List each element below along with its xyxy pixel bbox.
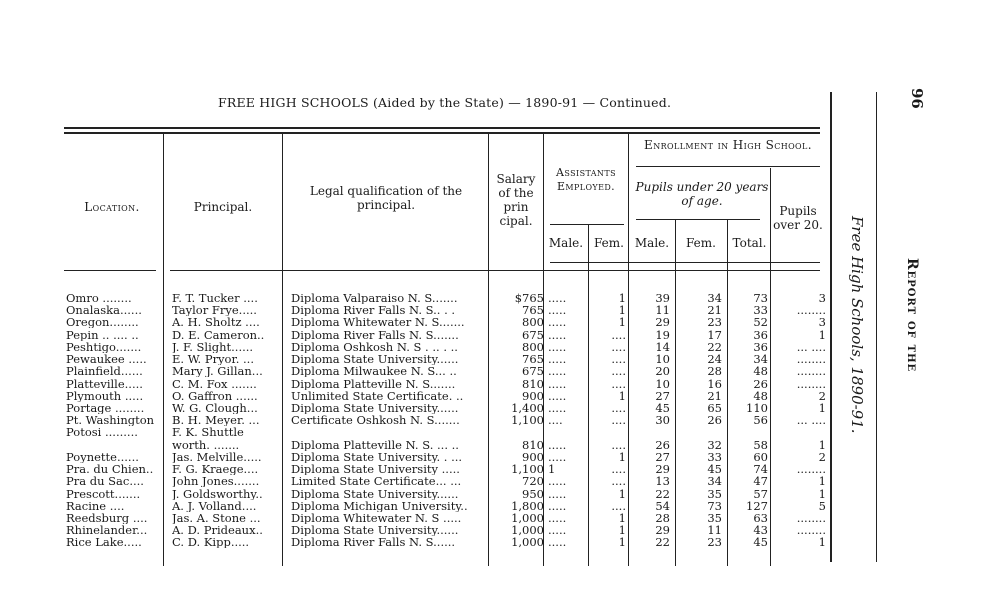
enrollment-header: Enrollment in High School.	[644, 138, 812, 152]
cell-salary: 765	[522, 304, 544, 317]
cell-a-fem: ....	[611, 438, 626, 451]
cell-e-male: 22	[655, 536, 670, 549]
cell-a-fem: ....	[611, 365, 626, 378]
cell-e-male: 14	[655, 340, 670, 353]
cell-over20: ........	[796, 512, 826, 524]
cell-qualification: Diploma State University. . ...	[291, 450, 463, 463]
cell-e-fem: 33	[707, 450, 722, 463]
side-section-title: Free High Schools, 1890-91.	[848, 216, 866, 434]
cell-location: Portage ........	[66, 402, 145, 414]
cell-e-total: 60	[753, 450, 768, 463]
cell-over20: 1	[818, 487, 826, 500]
cell-e-total: 57	[753, 487, 768, 500]
cell-principal: E. W. Pryor. ...	[172, 353, 254, 366]
cell-a-male: .....	[548, 389, 567, 402]
cell-principal: B. H. Meyer. ...	[172, 414, 260, 427]
cell-principal: O. Gaffron ......	[172, 389, 258, 402]
cell-e-total: 34	[753, 353, 768, 366]
cell-over20: 1	[818, 475, 826, 488]
cell-over20: 1	[818, 438, 826, 451]
cell-salary: 810	[522, 377, 544, 390]
cell-salary: 900	[522, 389, 544, 402]
cell-location: Reedsburg ....	[66, 512, 148, 524]
assist-male-header: Male.	[548, 236, 584, 250]
cell-e-total: 26	[753, 377, 768, 390]
cell-e-male: 45	[655, 402, 670, 414]
cell-over20: ... ....	[796, 414, 826, 427]
cell-principal: F. T. Tucker ....	[172, 292, 258, 304]
cell-qualification: Diploma Whitewater N. S.......	[291, 316, 465, 329]
cell-salary: 800	[522, 340, 544, 353]
cell-salary: 1,400	[511, 402, 544, 414]
far-right-rule	[876, 92, 877, 562]
cell-qualification: Diploma State University......	[291, 353, 459, 366]
cell-e-male: 13	[655, 475, 670, 488]
cell-salary: 765	[522, 353, 544, 366]
principal-header: Principal.	[193, 200, 253, 214]
table-row	[0, 390, 830, 402]
cell-a-male: .....	[548, 536, 567, 549]
cell-e-male: 54	[655, 499, 670, 512]
cell-e-male: 10	[655, 353, 670, 366]
right-border-rule	[830, 92, 832, 562]
cell-a-fem: 1	[618, 316, 626, 329]
cell-e-fem: 45	[707, 463, 722, 476]
cell-e-fem: 17	[707, 328, 722, 341]
cell-over20: 3	[818, 316, 826, 329]
cell-qualification: Diploma Michigan University..	[291, 499, 468, 512]
cell-over20: 3	[818, 292, 826, 304]
cell-a-fem: 1	[618, 512, 626, 524]
cell-principal: W. G. Clough...	[172, 402, 258, 414]
cell-qualification: Diploma State University......	[291, 402, 459, 414]
cell-a-male: .....	[548, 524, 567, 537]
cell-principal: A. H. Sholtz ....	[172, 316, 260, 329]
cell-a-fem: 1	[618, 304, 626, 317]
cell-e-total: 48	[753, 365, 768, 378]
cell-e-male: 27	[655, 450, 670, 463]
cell-salary: 675	[522, 365, 544, 378]
table-row	[0, 316, 830, 328]
cell-e-male: 29	[655, 524, 670, 537]
cell-salary: 900	[522, 450, 544, 463]
cell-e-male: 20	[655, 365, 670, 378]
cell-a-male: .....	[548, 512, 567, 524]
table-row	[0, 329, 830, 341]
table-row	[0, 414, 830, 426]
cell-e-male: 10	[655, 377, 670, 390]
cell-e-fem: 21	[707, 389, 722, 402]
cell-principal: Jas. A. Stone ...	[172, 512, 261, 524]
cell-salary: 1,800	[511, 499, 544, 512]
cell-a-male: .....	[548, 438, 567, 451]
page-title: FREE HIGH SCHOOLS (Aided by the State) — 1890-91 — Continued.	[218, 95, 672, 110]
cell-salary: 1,000	[511, 512, 544, 524]
table-row	[0, 536, 830, 548]
cell-a-fem: ....	[611, 463, 626, 476]
cell-e-fem: 65	[707, 402, 722, 414]
cell-e-total: 63	[753, 512, 768, 524]
cell-over20: 2	[818, 389, 826, 402]
cell-over20: ... ....	[796, 340, 826, 353]
cell-salary: 1,000	[511, 536, 544, 549]
cell-location: Pt. Washington	[66, 414, 155, 427]
cell-salary: 810	[522, 438, 544, 451]
cell-e-fem: 24	[707, 353, 722, 366]
cell-e-male: 29	[655, 463, 670, 476]
cell-a-fem: 1	[618, 389, 626, 402]
cell-salary: 1,100	[511, 463, 544, 476]
cell-e-fem: 34	[707, 292, 722, 304]
cell-a-fem: ....	[611, 377, 626, 390]
cell-e-total: 127	[746, 499, 768, 512]
cell-qualification: Diploma River Falls N. S.......	[291, 328, 459, 341]
table-row	[0, 426, 830, 438]
cell-a-male: .....	[548, 353, 567, 366]
cell-over20: ........	[796, 377, 826, 390]
cell-salary: $765	[514, 292, 544, 304]
cell-a-male: 1	[548, 463, 556, 476]
cell-a-fem: ....	[611, 402, 626, 414]
cell-e-male: 28	[655, 512, 670, 524]
salary-header: Salary of the prin cipal.	[496, 172, 536, 228]
enr-total-header: Total.	[732, 236, 767, 250]
cell-location: Rhinelander...	[66, 524, 148, 537]
cell-principal: J. Goldsworthy..	[172, 487, 263, 500]
cell-e-total: 36	[753, 340, 768, 353]
cell-a-fem: ....	[611, 353, 626, 366]
cell-e-fem: 21	[707, 304, 722, 317]
cell-location: Prescott.......	[66, 487, 141, 500]
cell-location: Plainfield......	[66, 365, 143, 378]
cell-e-fem: 22	[707, 340, 722, 353]
cell-e-male: 27	[655, 389, 670, 402]
cell-a-fem: ....	[611, 499, 626, 512]
cell-a-fem: ....	[611, 475, 626, 488]
cell-e-total: 110	[746, 402, 768, 414]
cell-a-male: .....	[548, 328, 567, 341]
cell-qualification: Certificate Oshkosh N. S.......	[291, 414, 460, 427]
cell-salary: 800	[522, 316, 544, 329]
cell-a-male: .....	[548, 304, 567, 317]
cell-a-fem: 1	[618, 450, 626, 463]
cell-location: Plymouth .....	[66, 389, 144, 402]
cell-e-total: 73	[753, 292, 768, 304]
table-row	[0, 353, 830, 365]
cell-a-fem: 1	[618, 524, 626, 537]
cell-a-fem: 1	[618, 292, 626, 304]
cell-a-male: .....	[548, 316, 567, 329]
cell-qualification: Diploma Platteville N. S. ... ..	[291, 438, 459, 451]
table-row	[0, 365, 830, 377]
cell-e-total: 36	[753, 328, 768, 341]
top-rule-1	[64, 127, 820, 129]
header-bottom-rule-1	[64, 270, 156, 271]
cell-principal: F. K. Shuttle	[172, 426, 244, 439]
cell-salary: 1,000	[511, 524, 544, 537]
table-row	[0, 475, 830, 487]
cell-e-fem: 73	[707, 499, 722, 512]
cell-a-male: .....	[548, 475, 567, 488]
cell-qualification: Diploma State University......	[291, 487, 459, 500]
cell-a-male: .....	[548, 292, 567, 304]
cell-a-male: .....	[548, 450, 567, 463]
table-row	[0, 378, 830, 390]
assistants-header: Assistants Employed.	[556, 166, 616, 193]
location-header: Location.	[84, 200, 140, 214]
cell-location: Poynette......	[66, 450, 139, 463]
qualification-header: Legal qualification of the principal.	[309, 184, 463, 212]
cell-qualification: Diploma River Falls N. S.. . .	[291, 304, 456, 317]
cell-a-male: .....	[548, 402, 567, 414]
cell-location: Racine ....	[66, 499, 125, 512]
cell-principal: A. D. Prideaux..	[172, 524, 263, 537]
cell-e-fem: 34	[707, 475, 722, 488]
cell-over20: ........	[796, 304, 826, 317]
cell-over20: 1	[818, 536, 826, 549]
cell-location: Omro ........	[66, 292, 132, 304]
cell-salary: 675	[522, 328, 544, 341]
cell-location: Onalaska......	[66, 304, 142, 317]
cell-location: Platteville.....	[66, 377, 143, 390]
cell-principal: C. M. Fox .......	[172, 377, 257, 390]
cell-e-fem: 11	[707, 524, 722, 537]
cell-location: Pewaukee .....	[66, 353, 147, 366]
cell-e-total: 47	[753, 475, 768, 488]
cell-e-male: 11	[655, 304, 670, 317]
cell-over20: 5	[818, 499, 826, 512]
cell-salary: 1,100	[511, 414, 544, 427]
cell-a-fem: ....	[611, 414, 626, 427]
cell-a-male: ....	[548, 414, 563, 427]
cell-a-male: .....	[548, 377, 567, 390]
page-number: 96	[908, 88, 926, 109]
cell-e-total: 52	[753, 316, 768, 329]
cell-principal: Mary J. Gillan...	[172, 365, 263, 378]
table-row	[0, 341, 830, 353]
table-row	[0, 451, 830, 463]
under20-header: Pupils under 20 years of age.	[635, 180, 769, 208]
cell-a-male: .....	[548, 340, 567, 353]
cell-e-total: 33	[753, 304, 768, 317]
table-row	[0, 524, 830, 536]
cell-over20: ........	[796, 365, 826, 378]
cell-principal: Jas. Melville.....	[172, 450, 262, 463]
cell-qualification: Diploma State University......	[291, 524, 459, 537]
table-row	[0, 439, 830, 451]
cell-e-fem: 28	[707, 365, 722, 378]
cell-salary: 720	[522, 475, 544, 488]
cell-e-total: 48	[753, 389, 768, 402]
cell-qualification: Diploma Milwaukee N. S... ..	[291, 365, 457, 378]
cell-principal: worth. .......	[172, 438, 240, 451]
cell-e-fem: 16	[707, 377, 722, 390]
cell-a-fem: ....	[611, 328, 626, 341]
cell-e-total: 45	[753, 536, 768, 549]
cell-location: Oregon........	[66, 316, 139, 329]
cell-a-fem: ....	[611, 340, 626, 353]
cell-principal: C. D. Kipp.....	[172, 536, 250, 549]
table-row	[0, 512, 830, 524]
cell-e-fem: 35	[707, 512, 722, 524]
table-row	[0, 304, 830, 316]
cell-qualification: Limited State Certificate... ...	[291, 475, 462, 488]
cell-qualification: Unlimited State Certificate. ..	[291, 389, 464, 402]
cell-e-male: 26	[655, 438, 670, 451]
cell-principal: Taylor Frye.....	[172, 304, 257, 317]
cell-location: Potosi .........	[66, 426, 138, 439]
cell-location: Pra du Sac....	[66, 475, 144, 488]
cell-a-male: .....	[548, 365, 567, 378]
cell-location: Peshtigo.......	[66, 340, 142, 353]
cell-e-total: 43	[753, 524, 768, 537]
enrollment-underline	[636, 166, 820, 167]
cell-e-total: 58	[753, 438, 768, 451]
cell-over20: ........	[796, 524, 826, 537]
side-report-title: Report of the	[904, 258, 920, 373]
cell-over20: 1	[818, 328, 826, 341]
cell-qualification: Diploma River Falls N. S......	[291, 536, 456, 549]
cell-e-male: 30	[655, 414, 670, 427]
table-row	[0, 500, 830, 512]
top-rule-2	[64, 132, 820, 134]
cell-e-fem: 26	[707, 414, 722, 427]
over20-header: Pupils over 20.	[773, 204, 823, 232]
table-row	[0, 292, 830, 304]
cell-a-male: .....	[548, 499, 567, 512]
cell-principal: D. E. Cameron..	[172, 328, 265, 341]
cell-e-fem: 23	[707, 536, 722, 549]
enr-male-header: Male.	[634, 236, 670, 250]
cell-qualification: Diploma State University .....	[291, 463, 460, 476]
assist-fem-header: Fem.	[594, 236, 624, 250]
table-row	[0, 402, 830, 414]
cell-a-fem: 1	[618, 487, 626, 500]
cell-e-male: 39	[655, 292, 670, 304]
header-bottom-rule-2	[170, 270, 820, 271]
cell-principal: John Jones.......	[172, 475, 260, 488]
cell-e-total: 74	[753, 463, 768, 476]
cell-e-fem: 35	[707, 487, 722, 500]
cell-a-male: .....	[548, 487, 567, 500]
enr-fem-header: Fem.	[686, 236, 716, 250]
cell-over20: ........	[796, 463, 826, 476]
table-row	[0, 488, 830, 500]
cell-qualification: Diploma Platteville N. S.......	[291, 377, 456, 390]
cell-e-fem: 32	[707, 438, 722, 451]
cell-e-male: 22	[655, 487, 670, 500]
cell-over20: 1	[818, 402, 826, 414]
under20-underline	[636, 219, 760, 220]
cell-qualification: Diploma Whitewater N. S .....	[291, 512, 462, 524]
cell-location: Pepin .. .... ..	[66, 328, 139, 341]
cell-e-male: 29	[655, 316, 670, 329]
cell-location: Rice Lake.....	[66, 536, 142, 549]
cell-location: Pra. du Chien..	[66, 463, 154, 476]
cell-salary: 950	[522, 487, 544, 500]
cell-e-total: 56	[753, 414, 768, 427]
cell-principal: F. G. Kraege....	[172, 463, 259, 476]
cell-over20: 2	[818, 450, 826, 463]
cell-e-male: 19	[655, 328, 670, 341]
assistants-underline	[550, 224, 624, 225]
cell-qualification: Diploma Valparaiso N. S.......	[291, 292, 458, 304]
cell-principal: J. F. Slight......	[172, 340, 254, 353]
cell-a-fem: 1	[618, 536, 626, 549]
cell-e-fem: 23	[707, 316, 722, 329]
subheader-rule	[550, 262, 820, 263]
table-row	[0, 463, 830, 475]
cell-qualification: Diploma Oshkosh N. S . .. . ..	[291, 340, 458, 353]
cell-principal: A. J. Volland....	[172, 499, 257, 512]
cell-over20: ........	[796, 353, 826, 366]
